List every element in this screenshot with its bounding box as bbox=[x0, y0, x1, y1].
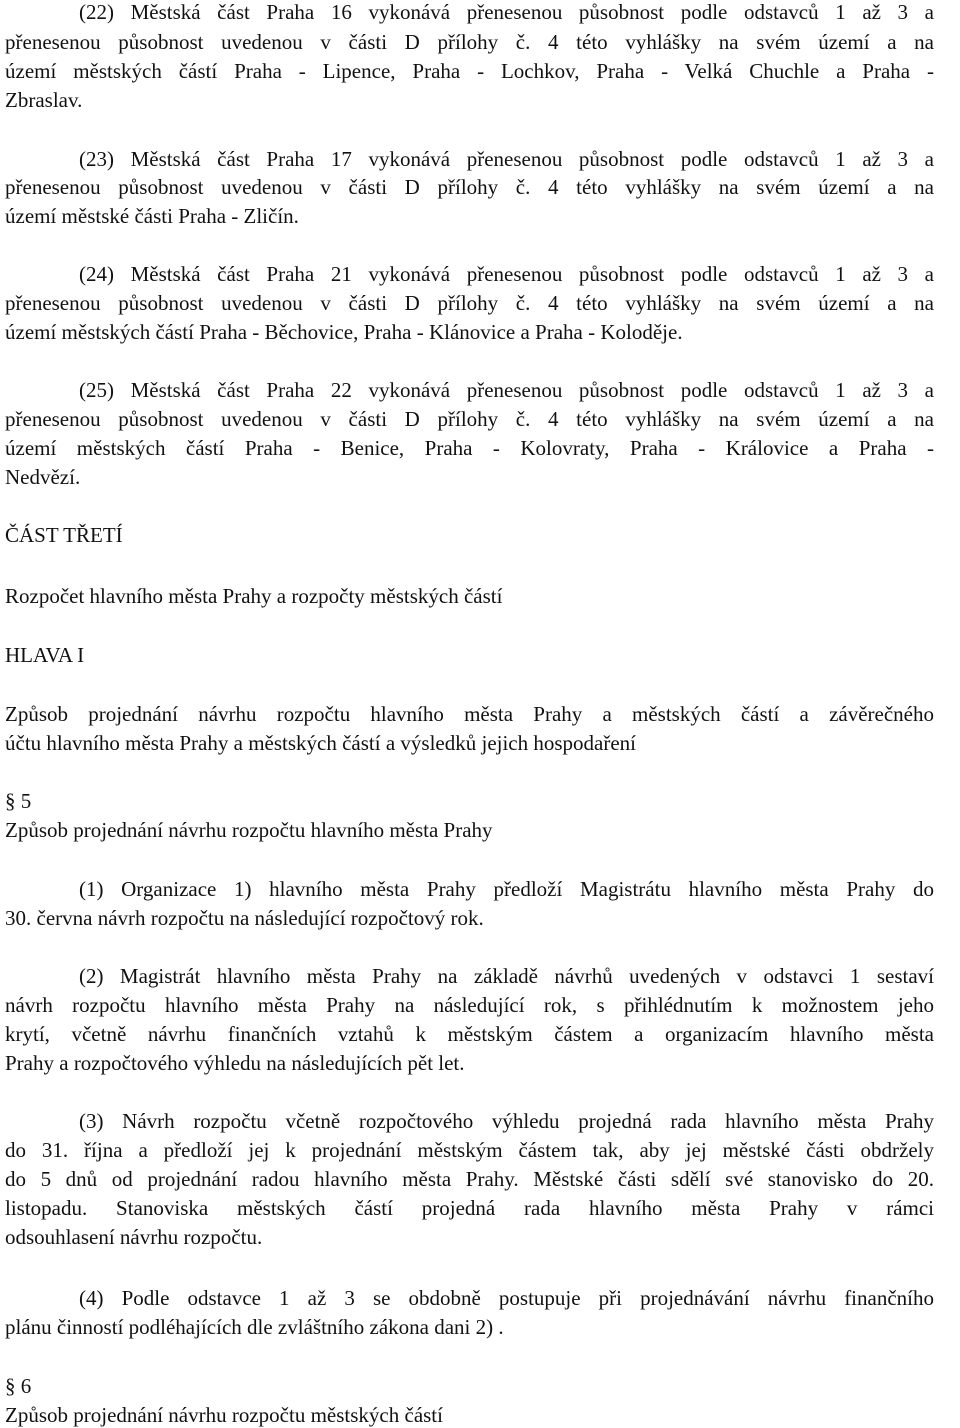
paragraph-22-line: Zbraslav. bbox=[5, 88, 83, 112]
section-5-paragraph-3-line: do 5 dnů od projednání radou hlavního města Prahy. Městské části sdělí své stanovisko do 20. bbox=[5, 1167, 934, 1191]
paragraph-24-line: (24) Městská část Praha 21 vykonává přenesenou působnost podle odstavců 1 až 3 a bbox=[79, 262, 934, 286]
chapter-title-line: účtu hlavního města Prahy a městských částí a výsledků jejich hospodaření bbox=[5, 731, 637, 755]
paragraph-23-line: území městské části Praha - Zličín. bbox=[5, 204, 299, 228]
section-5-paragraph-3-line: odsouhlasení návrhu rozpočtu. bbox=[5, 1225, 263, 1249]
paragraph-23-line: přenesenou působnost uvedenou v části D přílohy č. 4 této vyhlášky na svém území a na bbox=[5, 175, 934, 199]
paragraph-22-line: (22) Městská část Praha 16 vykonává přenesenou působnost podle odstavců 1 až 3 a bbox=[79, 0, 934, 24]
section-5-paragraph-4-line: plánu činností podléhajících dle zvláštního zákona dani 2) . bbox=[5, 1315, 504, 1339]
part-title: Rozpočet hlavního města Prahy a rozpočty městských částí bbox=[5, 584, 503, 608]
paragraph-25-line: (25) Městská část Praha 22 vykonává přenesenou působnost podle odstavců 1 až 3 a bbox=[79, 378, 934, 402]
section-5-paragraph-2-line: návrh rozpočtu hlavního města Prahy na následující rok, s přihlédnutím k možnostem jeho bbox=[5, 993, 934, 1017]
paragraph-22-line: území městských částí Praha - Lipence, Praha - Lochkov, Praha - Velká Chuchle a Praha - bbox=[5, 59, 934, 83]
paragraph-24-line: přenesenou působnost uvedenou v části D přílohy č. 4 této vyhlášky na svém území a na bbox=[5, 291, 934, 315]
section-5-paragraph-2-line: krytí, včetně návrhu finančních vztahů k městským částem a organizacím hlavního města bbox=[5, 1022, 934, 1046]
paragraph-25-line: území městských částí Praha - Benice, Praha - Kolovraty, Praha - Královice a Praha - bbox=[5, 436, 934, 460]
section-5-paragraph-2-line: Prahy a rozpočtového výhledu na následujících pět let. bbox=[5, 1051, 465, 1075]
section-5-paragraph-3-line: do 31. října a předloží jej k projednání městským částem tak, aby jej městské části obdržely bbox=[5, 1138, 934, 1162]
section-6-number: § 6 bbox=[5, 1374, 32, 1398]
paragraph-23-line: (23) Městská část Praha 17 vykonává přenesenou působnost podle odstavců 1 až 3 a bbox=[79, 147, 934, 171]
paragraph-22-line: přenesenou působnost uvedenou v části D přílohy č. 4 této vyhlášky na svém území a na bbox=[5, 30, 934, 54]
section-5-title: Způsob projednání návrhu rozpočtu hlavního města Prahy bbox=[5, 818, 493, 842]
section-5-paragraph-3-line: listopadu. Stanoviska městských částí projedná rada hlavního města Prahy v rámci bbox=[5, 1196, 934, 1220]
section-6-title: Způsob projednání návrhu rozpočtu městských částí bbox=[5, 1403, 443, 1427]
section-5-paragraph-2-line: (2) Magistrát hlavního města Prahy na základě návrhů uvedených v odstavci 1 sestaví bbox=[79, 964, 934, 988]
section-5-paragraph-1-line: 30. června návrh rozpočtu na následující rozpočtový rok. bbox=[5, 906, 484, 930]
paragraph-25-line: přenesenou působnost uvedenou v části D přílohy č. 4 této vyhlášky na svém území a na bbox=[5, 407, 934, 431]
section-5-paragraph-4-line: (4) Podle odstavce 1 až 3 se obdobně postupuje při projednávání návrhu finančního bbox=[79, 1286, 934, 1310]
chapter-heading: HLAVA I bbox=[5, 643, 85, 667]
section-5-paragraph-3-line: (3) Návrh rozpočtu včetně rozpočtového výhledu projedná rada hlavního města Prahy bbox=[79, 1109, 934, 1133]
section-5-number: § 5 bbox=[5, 789, 32, 813]
paragraph-24-line: území městských částí Praha - Běchovice, Praha - Klánovice a Praha - Koloděje. bbox=[5, 320, 683, 344]
paragraph-25-line: Nedvězí. bbox=[5, 465, 81, 489]
chapter-title-line: Způsob projednání návrhu rozpočtu hlavního města Prahy a městských částí a závěrečného bbox=[5, 702, 934, 726]
section-5-paragraph-1-line: (1) Organizace 1) hlavního města Prahy předloží Magistrátu hlavního města Prahy do bbox=[79, 877, 934, 901]
part-heading: ČÁST TŘETÍ bbox=[5, 523, 123, 547]
